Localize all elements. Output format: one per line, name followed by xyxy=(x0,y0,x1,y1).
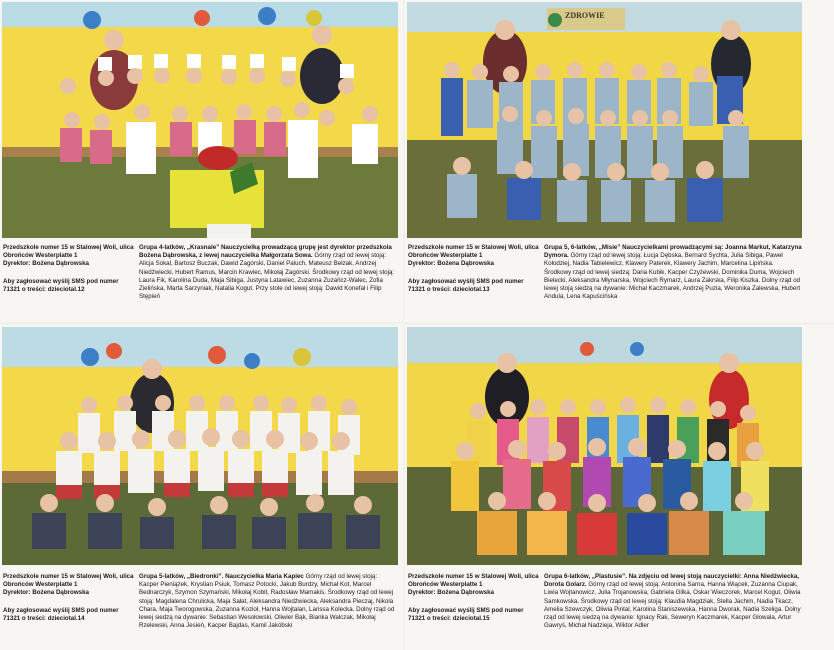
teachers-line: Nauczycielkami prowadzącymi są: Joanna Markut, Katarzyna Dymora. xyxy=(544,244,802,260)
group-info xyxy=(544,573,802,630)
group-info xyxy=(544,244,802,301)
wall-sign: ZDROWIE xyxy=(565,11,605,20)
group-photo xyxy=(2,2,398,238)
group-info xyxy=(139,573,397,630)
children-names: Górny rząd od lewej stoją: Kacper Pieniążek, Krystian Psiuk, Tomasz Potocki, Jakub Burdzy, Michał Kot, Marcel Bednarczyk, Szymon Szymański, Mikołaj Kobit, Radosław Mamakis. Środkowy rząd od lewej stoją: Magdalena Chrulicka, Maja Sałat, Aleksandra Niedźwiecka, Aleksandra Pieczaj, Nikola Chara, Maja Tworogowska, Zuzanna Kozioł, Hanna Wojtalan, Larissa Kolecka. Dolny rząd od lewej siedzą na dywanie: Sebastian Wesołowski, Oliwier Bąk, Bianka Walczak, Mikołaj Rzelewski, Anna Jesień, Kacper Bajdas, Kamil Jakóbski xyxy=(139,573,395,630)
director-name: Dyrektor: Bożena Dąbrowska xyxy=(408,260,494,268)
sms-vote-code: Aby zagłosować wyślij SMS pod numer 71321 o treści: dzieciotal.13 xyxy=(408,277,524,293)
entry-panel-13 xyxy=(405,0,834,322)
school-address: Przedszkole numer 15 w Stalowej Woli, ulica Obrońców Westerplatte 1 xyxy=(3,573,134,589)
group-photo xyxy=(407,2,802,238)
school-info xyxy=(3,573,135,623)
group-photo xyxy=(407,327,802,565)
school-info xyxy=(3,244,135,294)
entry-panel-14 xyxy=(0,325,403,650)
school-address: Przedszkole numer 15 w Stalowej Woli, ulica Obrońców Westerplatte 1 xyxy=(3,244,134,260)
school-address: Przedszkole numer 15 w Stalowej Woli, ulica Obrońców Westerplatte 1 xyxy=(408,573,539,589)
children-names: Górny rząd od lewej stoją: Alicja Sokal, Bartosz Buczak, Dawid Zagórski, Daniel Paluch, Mateusz Bełzak, Andrzej Niedźwiecki, Hubert Ramus, Marcin Krawiec, Mikołaj Zagórski. Środkowy rząd od lewej stoją: Laura Fik, Karolina Duda, Maja Sibiga, Justyna Latawiec, Zuzanna Zuzańcz-Walec, Zofia Zielińska, Marta Sarzyniak, Natalia Kogut. Przy stole od lewej stoją: Dawid Konefał i Filip Stępień xyxy=(139,252,395,301)
children-names: Górny rząd od lewej stoją: Łucja Dębska, Bernard Sychta, Julia Sibiga, Paweł Kołodziej, Nadia Tabielewicz, Klawery Paterek, Klawery Jachim, Marcelina Lipińska. Środkowy rząd od lewej siedzą: Daria Kubik, Kacper Czyżewski, Dominika Duma, Wojciech Bielecki, Aleksandra Młynarska, Wojciech Rymarz, Laura Zakrska, Filip Kiszka. Dolny rząd od lewej stoją siedzą na dywanie: Michał Kaczmarek, Andrzej Puzia, Weronika Zalewska, Hubert Andula, Lena Kapuścińska xyxy=(544,252,801,301)
sms-vote-code: Aby zagłosować wyślij SMS pod numer 71321 o treści: dzieciotal.12 xyxy=(3,277,119,293)
director-name: Dyrektor: Bożena Dąbrowska xyxy=(3,589,89,597)
sms-vote-code: Aby zagłosować wyślij SMS pod numer 71321 o treści: dzieciotal.14 xyxy=(3,606,119,622)
school-address: Przedszkole numer 15 w Stalowej Woli, ulica Obrońców Westerplatte 1 xyxy=(408,244,539,260)
entry-panel-15 xyxy=(405,325,834,650)
teachers-line: Nauczycielka Maria Kapiec xyxy=(225,573,306,580)
group-name: Grupa 4-latków, „Krasnale” xyxy=(139,244,221,251)
school-info xyxy=(408,244,540,294)
teachers-line: Na zdjęciu od lewej stoją nauczycielki: Anna Niedźwiecka, Dorota Golarz. xyxy=(544,573,800,589)
entry-panel-12 xyxy=(0,0,403,322)
sms-vote-code: Aby zagłosować wyślij SMS pod numer 71321 o treści: dzieciotal.15 xyxy=(408,606,524,622)
group-name: Grupa 5, 6-latków, „Misie” xyxy=(544,244,623,251)
director-name: Dyrektor: Bożena Dąbrowska xyxy=(408,589,494,597)
group-photo xyxy=(2,327,398,565)
group-name: Grupa 6-latków, „Plastusie”. xyxy=(544,573,629,580)
teachers-line: Nauczycielką prowadzącą grupę jest dyrektor przedszkola Bożena Dąbrowska, z lewej nauczycielka Małgorzata Sowa. xyxy=(139,244,392,260)
children-names: Górny rząd od lewej stoją: Antonina Sarna, Hanna Wiącek, Zuzanna Ciupak, Liwia Wojtanowicz, Julia Trojanowska, Gabriela Gilka, Oskar Wieczorek, Marcel Kogut, Oliwia Samkowska. Środkowy rząd od lewej stoją: Klaudia Magdziak, Stella Jachim, Nadia Tkacz, Amelia Szewczyk, Oliwia Pintal, Karolina Staniszewska, Hanna Dworak, Nadia Szeliga. Dolny rząd od lewej siedzą na dywanie: Ignacy Rak, Seweryn Kaczmarek, Kacper Głowala, Artur Gawryś, Michał Nadzieja, Wiktor Adler xyxy=(544,581,801,630)
group-info xyxy=(139,244,397,301)
group-name: Grupa 5-latków, „Biedronki”. xyxy=(139,573,226,580)
director-name: Dyrektor: Bożena Dąbrowska xyxy=(3,260,89,268)
school-info xyxy=(408,573,540,623)
